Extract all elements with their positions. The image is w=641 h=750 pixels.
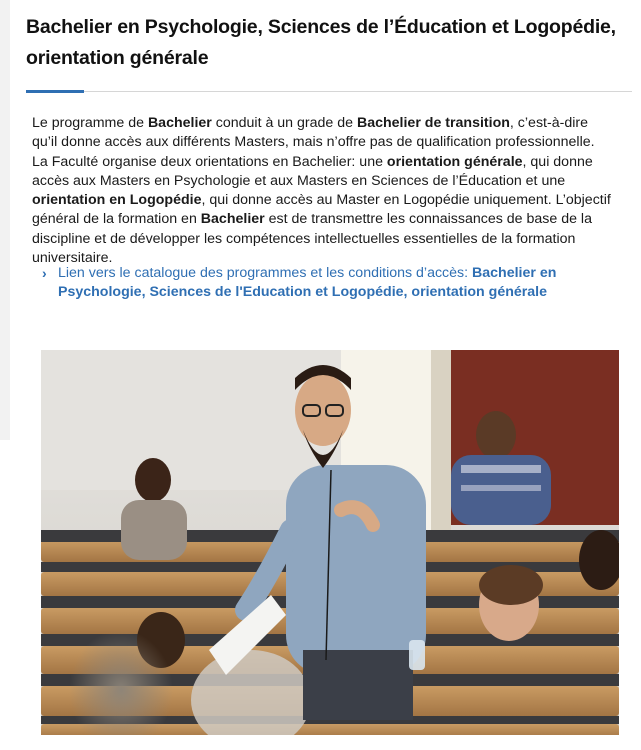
intro-text-run: conduit à un grade de <box>211 115 357 131</box>
intro-text-run: est de transmettre les connaissances de base de la discipline et de développer les compétences intellectuelles essentielles de la formation universitaire. <box>32 211 592 267</box>
left-sidebar-strip <box>0 0 10 440</box>
chevron-right-icon: › <box>42 265 47 281</box>
intro-paragraph <box>32 114 612 268</box>
page-header <box>26 12 626 74</box>
intro-bold-run: Bachelier <box>200 211 265 228</box>
intro-text-run: Le programme de <box>32 115 148 131</box>
intro-text-run: , c’est-à-dire qu’il donne accès aux différents Masters, mais n’offre pas de qualification professionnelle. La Faculté organise deux orientations en Bachelier: une <box>32 115 595 170</box>
catalog-link-item <box>42 264 602 303</box>
intro-bold-run: orientation générale <box>386 153 523 170</box>
intro-bold-run: orientation en Logopédie <box>32 192 202 209</box>
intro-text-run: , qui donne accès au Master en Logopédie uniquement. L’objectif général de la formation en <box>32 192 611 228</box>
lecture-hall-photo <box>41 350 619 735</box>
page-title: Bachelier en Psychologie, Sciences de l’Éducation et Logopédie, orientation générale <box>26 16 616 69</box>
catalog-link-lead: Lien vers le catalogue des programmes et les conditions d’accès: <box>58 265 473 281</box>
catalog-link[interactable]: Bachelier en Psychologie, Sciences de l'Education et Logopédie, orientation générale <box>58 265 557 301</box>
title-divider <box>26 91 632 92</box>
title-accent-bar <box>26 90 84 93</box>
intro-text-run: , qui donne accès aux Masters en Psychologie et aux Masters en Sciences de l’Éducation et une <box>32 153 593 189</box>
intro-bold-run: Bachelier <box>147 115 212 131</box>
intro-bold-run: Bachelier de transition <box>356 115 510 131</box>
